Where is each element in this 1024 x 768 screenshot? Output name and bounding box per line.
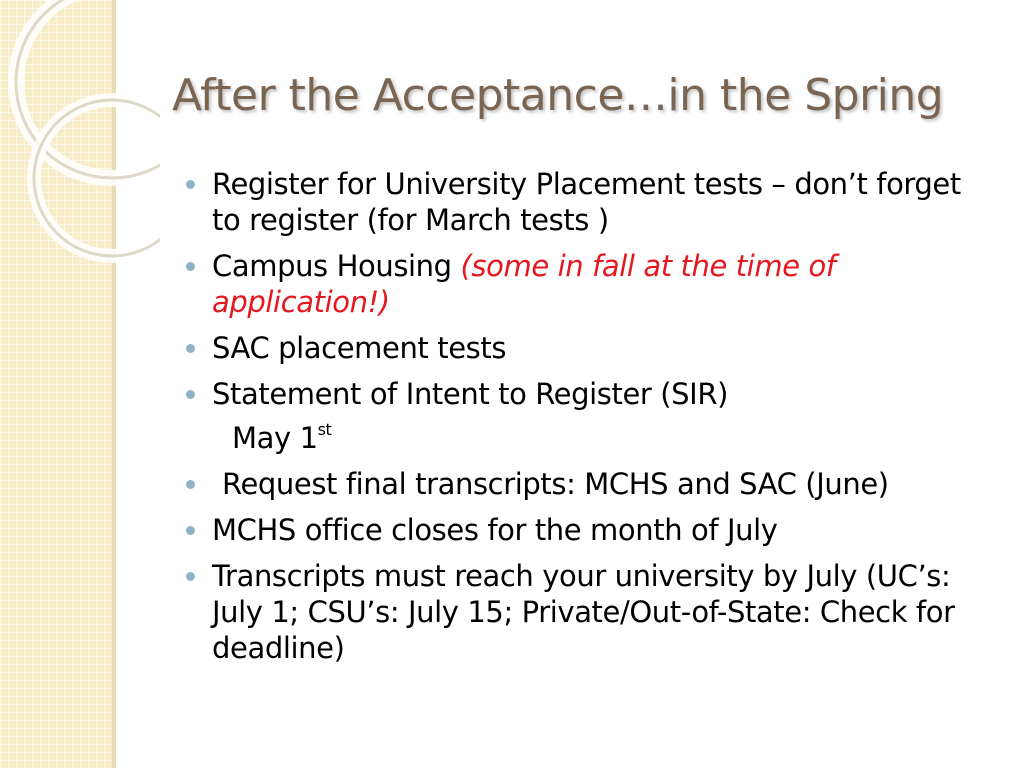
list-item <box>186 330 976 366</box>
bullet-text: Request final transcripts: MCHS and SAC (June) <box>222 467 889 501</box>
slide-title: After the Acceptance…in the Spring <box>172 70 944 121</box>
list-item <box>186 466 976 502</box>
list-item <box>186 376 976 412</box>
deadline-text: May 1 <box>232 421 318 455</box>
bullet-text: MCHS office closes for the month of July <box>212 513 778 547</box>
sir-deadline <box>186 412 976 456</box>
bullet-text: Register for University Placement tests – don’t forget to register (for March tests ) <box>212 167 961 237</box>
bullet-icon <box>186 262 195 271</box>
bullet-icon <box>186 390 195 399</box>
highlight-note: (some in fall at the time of application!) <box>212 249 836 319</box>
bullet-text: Transcripts must reach your university by July (UC’s: July 1; CSU’s: July 15; Private/Out-of-State: Check for deadline) <box>212 559 955 665</box>
bullet-text: SAC placement tests <box>212 331 507 365</box>
list-item <box>186 512 976 548</box>
list-item <box>186 558 976 666</box>
bullet-text: Campus Housing <box>212 249 461 283</box>
list-item <box>186 248 976 320</box>
list-item <box>186 166 976 238</box>
bullet-text: Statement of Intent to Register (SIR) <box>212 377 728 411</box>
bullet-icon <box>186 180 195 189</box>
bullet-list <box>186 166 976 676</box>
bullet-icon <box>186 480 195 489</box>
bullet-icon <box>186 526 195 535</box>
bullet-icon <box>186 572 195 581</box>
deadline-suffix: st <box>317 420 332 439</box>
bullet-icon <box>186 344 195 353</box>
decorative-circles <box>0 0 160 300</box>
